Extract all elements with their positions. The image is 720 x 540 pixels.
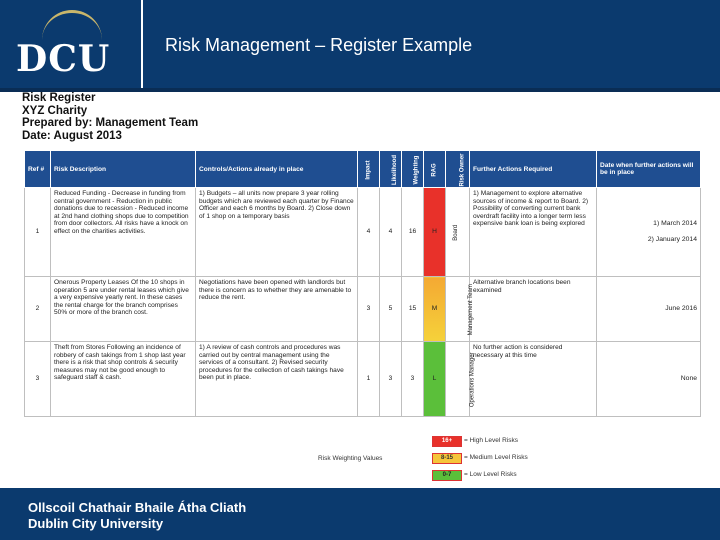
row-likelihood: 4 xyxy=(380,188,402,277)
table-header-row xyxy=(25,151,701,188)
row-owner: Operations Manager xyxy=(446,342,470,417)
slide-title: Risk Management – Register Example xyxy=(165,35,473,55)
legend-label-medium: = Medium Level Risks xyxy=(464,454,528,461)
row-date-2: 2) January 2014 xyxy=(647,236,697,243)
logo-text: DCU xyxy=(16,38,111,80)
slide-header xyxy=(0,0,720,92)
header-ref: Ref # xyxy=(25,151,51,188)
row-date-1: June 2016 xyxy=(597,277,701,342)
document-heading xyxy=(22,92,700,142)
header-risk-owner: Risk Owner xyxy=(446,151,470,188)
table-row xyxy=(25,188,701,277)
row-owner: Management Team xyxy=(446,277,470,342)
row-controls: 1) Budgets – all units now prepare 3 year rolling budgets which are reviewed each quarter by Finance Officer and each 6 months by Board. 2) Close down of 1 shop on a temporary basis xyxy=(196,188,358,277)
row-further-actions: 1) Management to explore alternative sources of income & report to Board. 2) Possibility of converting current bank overdraft facility into a longer term less expensive bank loan is being explored xyxy=(470,188,597,277)
row-rag-medium: M xyxy=(424,277,446,342)
row-impact: 4 xyxy=(358,188,380,277)
row-ref: 2 xyxy=(25,277,51,342)
row-weighting: 16 xyxy=(402,188,424,277)
legend-label-low: = Low Level Risks xyxy=(464,471,517,478)
row-date-1: None xyxy=(597,342,701,417)
row-rag-high: H xyxy=(424,188,446,277)
row-controls: 1) A review of cash controls and procedures was carried out by central management using the services of a consultant. 2) Revised security procedures for the collection of cash takings have been put in place. xyxy=(196,342,358,417)
doc-heading-date: Date: August 2013 xyxy=(22,129,122,142)
row-date-1: 1) March 2014 xyxy=(653,220,697,228)
row-controls: Negotiations have been opened with landlords but there is concern as to whether they are amenable to reduce the rent. xyxy=(196,277,358,342)
row-risk: Reduced Funding - Decrease in funding from central government - Reduction in public donations due to recession - Reduced income at 2nd hand clothing shops due to competition from door collectors. All risks have a knock on effect on the charities activities. xyxy=(51,188,196,277)
legend-key-low: 0-7 xyxy=(432,470,462,481)
row-weighting: 3 xyxy=(402,342,424,417)
doc-heading-prepared: Prepared by: Management Team xyxy=(22,117,199,129)
risk-register-table xyxy=(24,150,701,417)
header-controls: Controls/Actions already in place xyxy=(196,151,358,188)
table-row xyxy=(25,342,701,417)
footer-irish-name: Ollscoil Chathair Bhaile Átha Cliath xyxy=(28,500,247,515)
header-weighting: Weighting xyxy=(402,151,424,188)
risk-register-document xyxy=(22,92,700,442)
header-rag: RAG xyxy=(424,151,446,188)
row-further-actions: Alternative branch locations been examined xyxy=(470,277,597,342)
table-row xyxy=(25,277,701,342)
row-weighting: 15 xyxy=(402,277,424,342)
row-impact: 3 xyxy=(358,277,380,342)
header-likelihood: Likelihood xyxy=(380,151,402,188)
legend-label-high: = High Level Risks xyxy=(464,437,519,444)
header-further-actions: Further Actions Required xyxy=(470,151,597,188)
doc-heading-title: Risk Register xyxy=(22,92,96,104)
row-impact: 1 xyxy=(358,342,380,417)
row-owner: Board xyxy=(446,188,470,277)
row-likelihood: 5 xyxy=(380,277,402,342)
header-risk: Risk Description xyxy=(51,151,196,188)
row-risk: Onerous Property Leases Of the 10 shops in operation 5 are under rental leases which give a very expensive yearly rent. In these cases the rental charge for the branch comprises 50% or more of the branch cost. xyxy=(51,277,196,342)
legend-title: Risk Weighting Values xyxy=(318,455,383,462)
footer-english-name: Dublin City University xyxy=(28,516,164,531)
doc-heading-org: XYZ Charity xyxy=(22,104,88,117)
row-likelihood: 3 xyxy=(380,342,402,417)
legend-key-high: 16+ xyxy=(432,436,462,447)
header-date-when: Date when further actions will be in place xyxy=(597,151,701,188)
row-ref: 3 xyxy=(25,342,51,417)
header-divider xyxy=(141,0,143,88)
legend-key-medium: 8-15 xyxy=(432,453,462,464)
row-further-actions: No further action is considered necessary at this time xyxy=(470,342,597,417)
row-dates xyxy=(597,188,701,277)
row-risk: Theft from Stores Following an incidence of robbery of cash takings from 1 shop last year there is a risk that shop controls & security measures may not be good enough to safeguard staff & cash. xyxy=(51,342,196,417)
row-rag-low: L xyxy=(424,342,446,417)
dcu-logo xyxy=(12,8,132,80)
row-ref: 1 xyxy=(25,188,51,277)
header-impact: Impact xyxy=(358,151,380,188)
